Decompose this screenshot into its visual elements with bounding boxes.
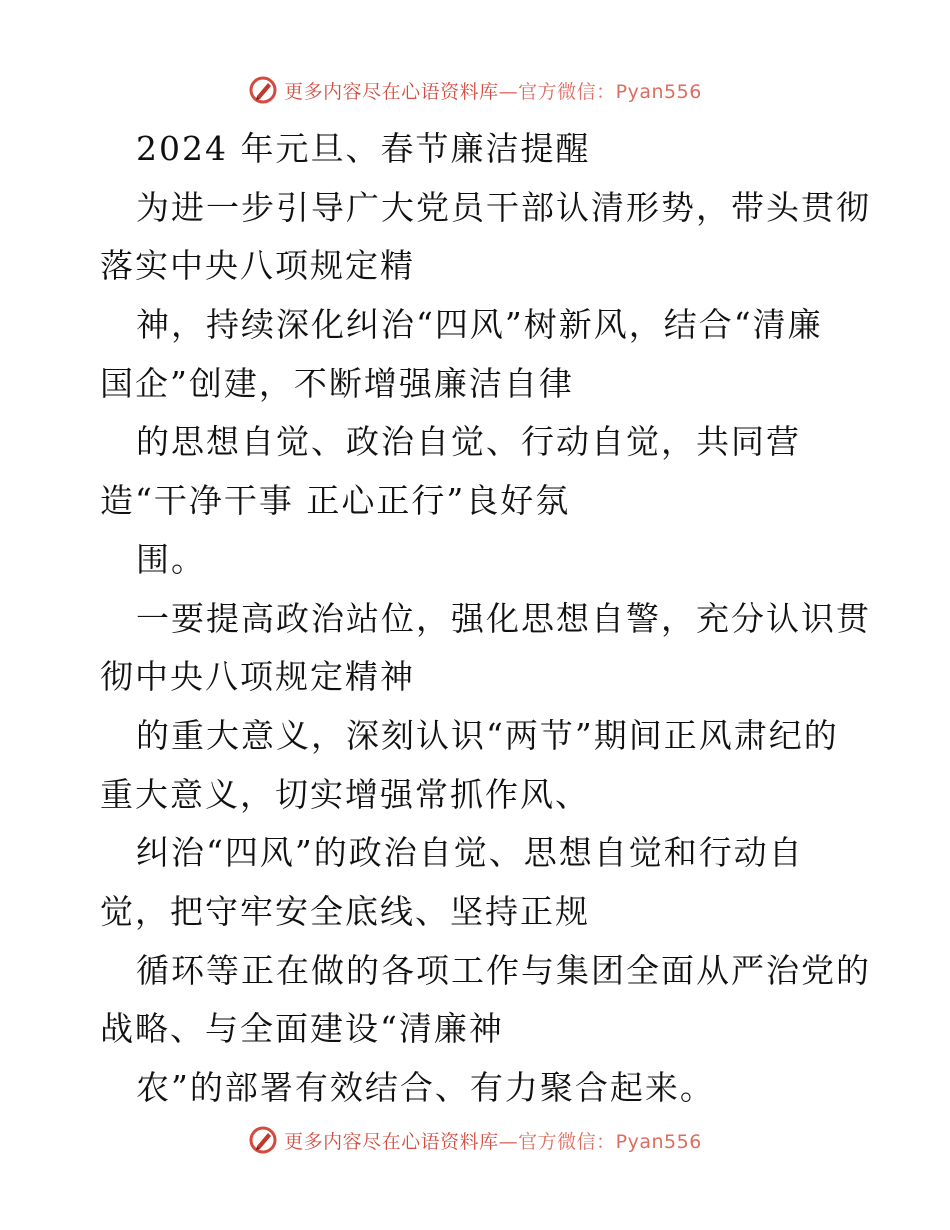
- paragraph-line: 战略、与全面建设“清廉神: [100, 1009, 504, 1049]
- paragraph-line: 循环等正在做的各项工作与集团全面从严治党的: [136, 950, 871, 990]
- paragraph-line: 围。: [136, 539, 206, 579]
- watermark-brand: 更多内容尽在心语资料库: [284, 1130, 499, 1153]
- watermark-suffix: —官方微信：Pyan556: [498, 1130, 702, 1153]
- paragraph-line: 彻中央八项规定精神: [100, 657, 415, 697]
- document-title: 2024 年元旦、春节廉洁提醒: [136, 129, 591, 168]
- watermark-suffix: —官方微信：Pyan556: [498, 80, 702, 103]
- watermark-brand: 更多内容尽在心语资料库: [284, 80, 499, 103]
- paragraph-line: 纠治“四风”的政治自觉、思想自觉和行动自: [136, 833, 804, 873]
- paragraph-line: 国企”创建，不断增强廉洁自律: [100, 363, 574, 403]
- paragraph-line: 造“干净干事 正心正行”良好氛: [100, 481, 571, 521]
- paragraph-line: 农”的部署有效结合、有力聚合起来。: [136, 1068, 715, 1107]
- document-body: [100, 120, 871, 1118]
- paragraph-line: 一要提高政治站位，强化思想自警，充分认识贯: [136, 598, 871, 638]
- paragraph-line: 重大意义，切实增强常抓作风、: [100, 774, 590, 814]
- pen-logo-icon: [248, 1125, 278, 1155]
- paragraph-line: 为进一步引导广大党员干部认清形势，带头贯彻: [136, 187, 871, 227]
- paragraph-line: 落实中央八项规定精: [100, 246, 415, 286]
- watermark-text: [284, 1127, 702, 1154]
- watermark-text: [284, 77, 702, 104]
- paragraph-line: 神，持续深化纠治“四风”树新风，结合“清廉: [136, 305, 823, 345]
- paragraph-line: 觉，把守牢安全底线、坚持正规: [100, 891, 590, 931]
- footer-watermark: [0, 1122, 950, 1158]
- header-watermark: [0, 72, 950, 108]
- paragraph-line: 的重大意义，深刻认识“两节”期间正风肃纪的: [136, 715, 839, 755]
- pen-logo-icon: [248, 75, 278, 105]
- paragraph-line: 的思想自觉、政治自觉、行动自觉，共同营: [136, 422, 801, 462]
